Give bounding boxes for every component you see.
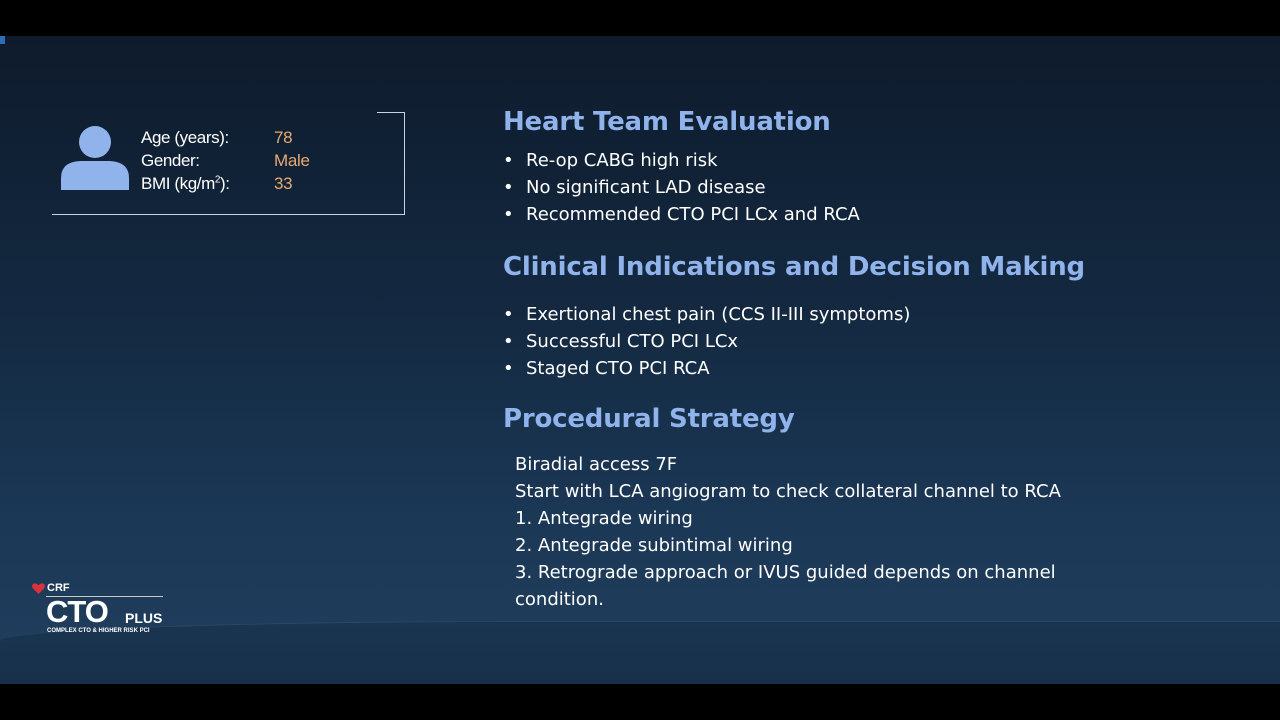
strategy-line: 1. Antegrade wiring: [515, 508, 693, 529]
clinical-list: [503, 301, 910, 382]
procedural-text: [515, 451, 1061, 613]
patient-card: [52, 112, 405, 215]
strategy-line: Start with LCA angiogram to check collateral channel to RCA: [515, 481, 1061, 502]
clinical-title: Clinical Indications and Decision Making: [503, 252, 1085, 282]
strategy-line: 3. Retrograde approach or IVUS guided depends on channel: [515, 562, 1056, 583]
bmi-label-sup: 2: [214, 174, 221, 186]
bmi-label-main: BMI (kg/m: [141, 174, 215, 193]
gender-value: Male: [274, 151, 310, 170]
bmi-row: [141, 172, 310, 195]
gender-row: [141, 149, 310, 172]
list-item: • Successful CTO PCI LCx: [503, 328, 910, 355]
patient-fields: [141, 126, 310, 195]
crf-mark: [32, 582, 70, 594]
bmi-label-end: ):: [220, 174, 230, 193]
bmi-label: [141, 172, 274, 195]
procedural-title: Procedural Strategy: [503, 404, 795, 434]
list-item: • Recommended CTO PCI LCx and RCA: [503, 201, 860, 228]
logo-plus-text: PLUS: [125, 610, 163, 626]
heart-team-list: [503, 147, 860, 228]
slide-footer-band: [0, 621, 1280, 684]
bmi-value: 33: [274, 174, 293, 193]
corner-mark: [0, 36, 5, 44]
heart-team-title: Heart Team Evaluation: [503, 107, 831, 137]
age-label: Age (years):: [141, 128, 229, 147]
logo-tagline: COMPLEX CTO & HIGHER RISK PCI: [47, 628, 150, 634]
heart-icon: [32, 583, 45, 594]
logo-cto-text: CTO: [46, 594, 108, 629]
card-border-top: [377, 112, 405, 113]
strategy-line: 2. Antegrade subintimal wiring: [515, 535, 793, 556]
list-item: • Staged CTO PCI RCA: [503, 355, 910, 382]
gender-label: Gender:: [141, 151, 200, 170]
age-value: 78: [274, 128, 293, 147]
strategy-line: Biradial access 7F: [515, 454, 678, 475]
person-icon: [60, 126, 130, 190]
strategy-line: condition.: [515, 589, 604, 610]
cto-plus-logo: [32, 582, 172, 638]
age-row: [141, 126, 310, 149]
list-item: • Exertional chest pain (CCS II-III symptoms): [503, 301, 910, 328]
list-item: • No significant LAD disease: [503, 174, 860, 201]
crf-text: CRF: [47, 582, 70, 594]
list-item: • Re-op CABG high risk: [503, 147, 860, 174]
